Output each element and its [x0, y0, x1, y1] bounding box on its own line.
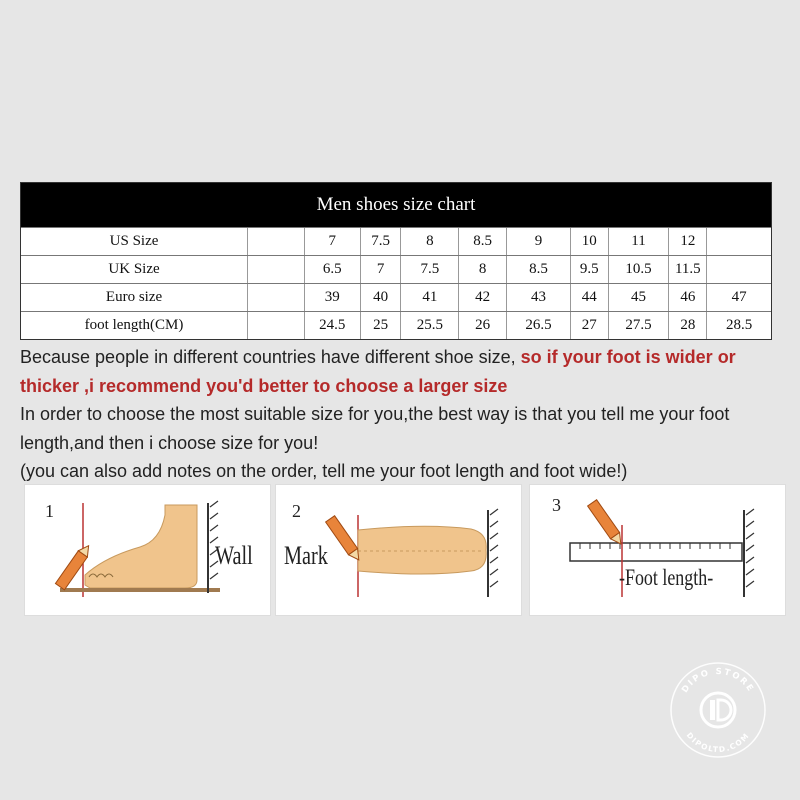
table-cell: 43 [507, 284, 571, 311]
logo-text-top: DIPO STORE [680, 666, 756, 695]
table-cell: 10.5 [609, 256, 670, 283]
table-row [21, 311, 771, 339]
step-2-label: Mark [284, 541, 328, 570]
instruction-normal: Because people in different countries have different shoe size, [20, 347, 521, 367]
table-cell: 39 [305, 284, 361, 311]
table-cell: 7.5 [361, 228, 402, 255]
table-cell: 25 [361, 312, 402, 339]
step-1-label: Wall [215, 541, 253, 570]
table-cell: 7 [305, 228, 361, 255]
size-chart-rows [21, 227, 771, 339]
table-cell: 45 [609, 284, 670, 311]
table-cell: 42 [459, 284, 507, 311]
table-row [21, 227, 771, 255]
table-cell: 27.5 [609, 312, 670, 339]
instruction-line-1 [20, 343, 790, 400]
row-spacer [248, 284, 305, 311]
row-spacer [248, 256, 305, 283]
table-cell: 41 [401, 284, 459, 311]
table-cell: 26.5 [507, 312, 571, 339]
table-cell: 10 [571, 228, 609, 255]
table-cell: 11 [609, 228, 670, 255]
table-cell: 46 [669, 284, 707, 311]
instruction-line-3: (you can also add notes on the order, tell me your foot length and foot wide!) [20, 461, 628, 481]
row-label: UK Size [21, 256, 248, 283]
instruction-highlight: so if your foot is wider or thicker ,i recommend you'd better to choose a larger size [20, 347, 736, 396]
row-spacer [248, 312, 305, 339]
table-cell: 25.5 [401, 312, 459, 339]
table-cell: 12 [669, 228, 707, 255]
table-cell: 7.5 [401, 256, 459, 283]
sizing-instructions [20, 343, 790, 486]
table-cell: 9.5 [571, 256, 609, 283]
row-label: Euro size [21, 284, 248, 311]
table-cell: 8 [459, 256, 507, 283]
instruction-line-2: In order to choose the most suitable size for you,the best way is that you tell me your foot length,and then i choose size for you! [20, 404, 730, 453]
size-chart-table [20, 182, 772, 340]
row-label: US Size [21, 228, 248, 255]
table-cell: 44 [571, 284, 609, 311]
logo-text-bottom: DIPOLTD.COM [684, 730, 752, 755]
table-cell: 11.5 [669, 256, 707, 283]
table-cell: 6.5 [305, 256, 361, 283]
table-cell: 28.5 [725, 317, 753, 333]
table-cell: 40 [361, 284, 402, 311]
step-2-foot-illustration [276, 485, 521, 615]
table-cell: 7 [361, 256, 402, 283]
step-3-number: 3 [552, 495, 561, 515]
table-cell [707, 256, 771, 283]
table-cell [707, 228, 771, 255]
step-1-number: 1 [45, 501, 54, 521]
size-chart-title: Men shoes size chart [21, 183, 771, 227]
table-cell: 27 [571, 312, 609, 339]
step-2-number: 2 [292, 501, 301, 521]
table-cell: 8.5 [459, 228, 507, 255]
table-cell: 47 [731, 289, 747, 305]
step-3-ruler-illustration [530, 485, 785, 615]
row-spacer [248, 228, 305, 255]
step-2-panel [275, 484, 522, 616]
step-3-panel [529, 484, 786, 616]
table-row [21, 255, 771, 283]
row-label: foot length(CM) [21, 312, 248, 339]
table-cell: 8 [401, 228, 459, 255]
table-cell: 28 [669, 312, 707, 339]
table-cell: 9 [507, 228, 571, 255]
step-1-panel [24, 484, 271, 616]
step-3-label: -Foot length- [619, 565, 714, 590]
dipo-store-logo [668, 660, 768, 760]
table-cell: 24.5 [305, 312, 361, 339]
table-cell: 26 [459, 312, 507, 339]
table-row [21, 283, 771, 311]
table-cell: 8.5 [507, 256, 571, 283]
